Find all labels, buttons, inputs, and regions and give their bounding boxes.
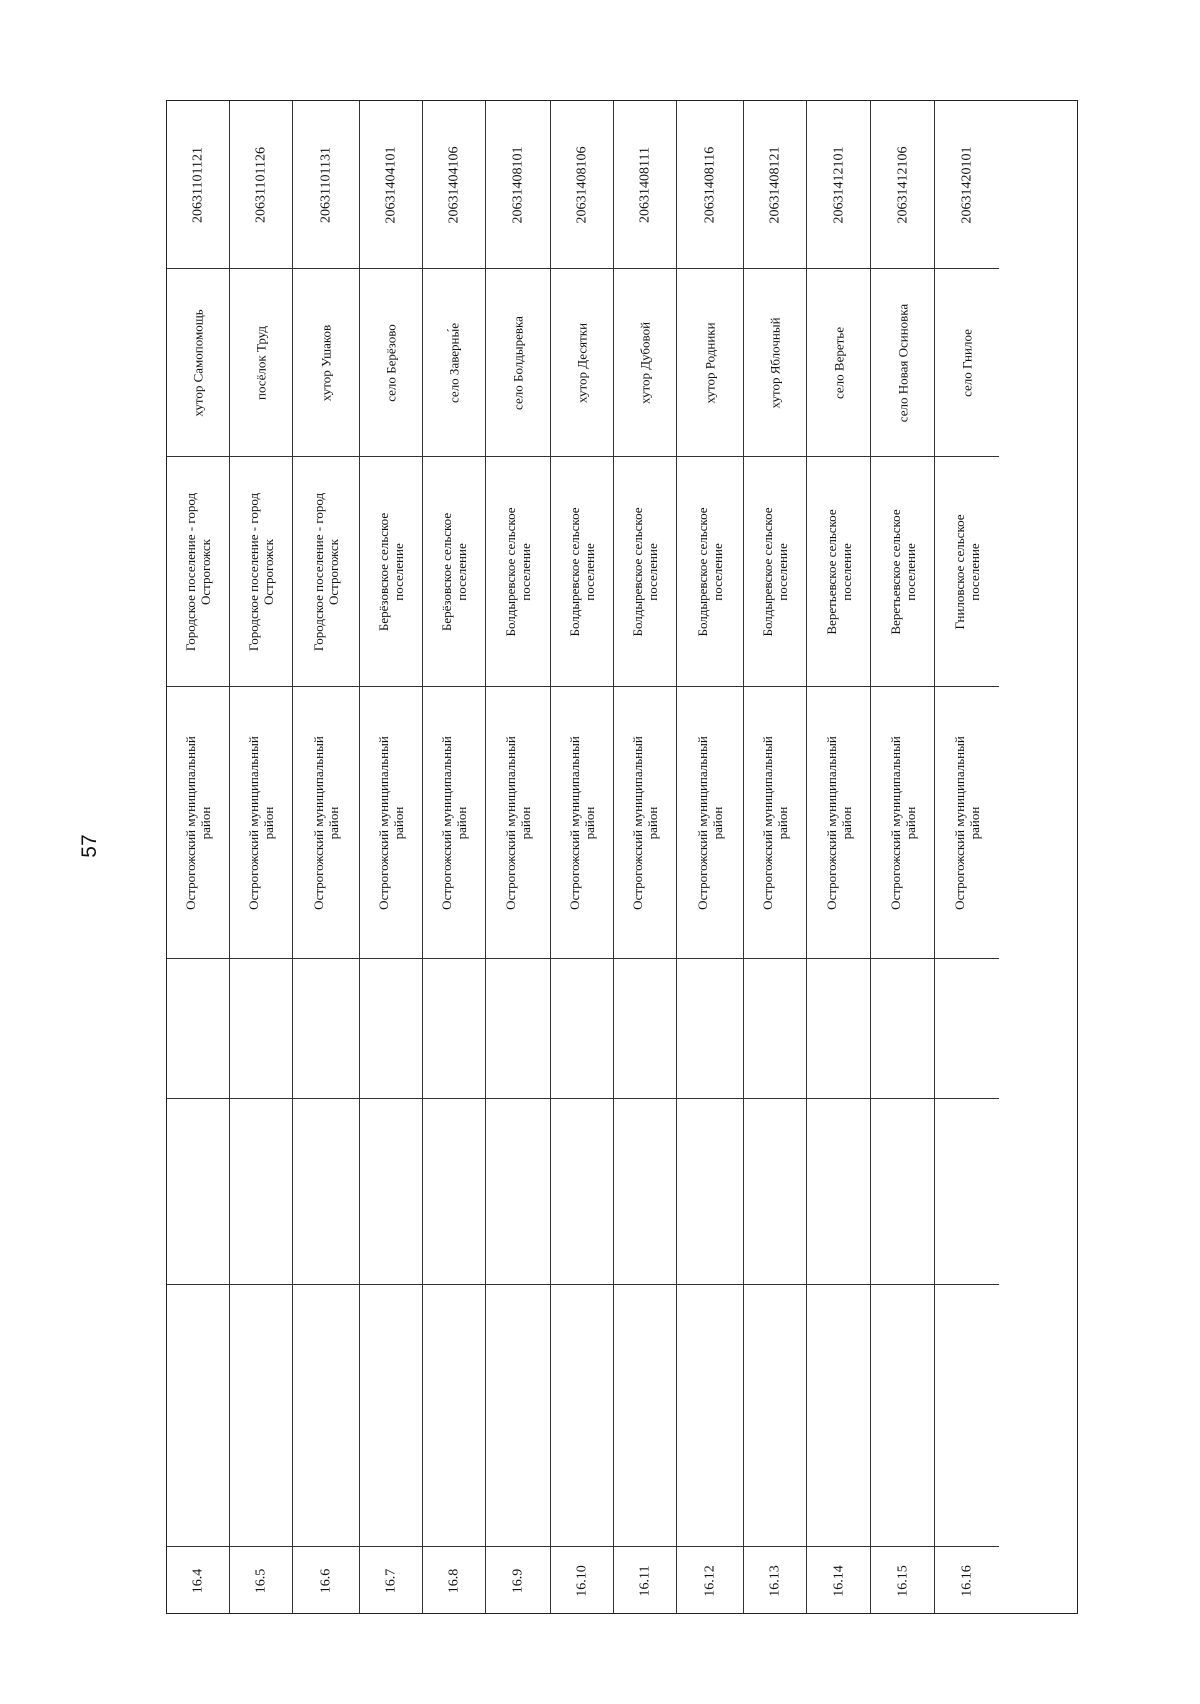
district-name-cell — [167, 687, 229, 959]
district-name-line: Острогожский муниципальный — [376, 735, 391, 910]
oktmo-code-cell — [871, 101, 934, 269]
settlement-name-line: Болдыревское сельское — [503, 506, 518, 637]
table-row — [871, 101, 935, 1613]
oktmo-code-cell — [486, 101, 550, 269]
settlement-name-cell — [871, 457, 934, 687]
settlement-name-line: Болдыревское сельское — [630, 506, 645, 637]
empty-cell — [423, 1099, 485, 1285]
oktmo-code-cell — [360, 101, 422, 269]
village-name-cell — [486, 269, 550, 457]
village-name-cell — [293, 269, 359, 457]
settlement-name-line: Гниловское сельское — [952, 513, 967, 630]
oktmo-code-cell — [230, 101, 292, 269]
settlement-name-line: поселение — [967, 542, 982, 601]
settlement-name-line: поселение — [775, 542, 790, 601]
village-name: село Веретье — [831, 326, 846, 399]
row-number-cell — [486, 1547, 550, 1615]
oktmo-code: 20631412106 — [895, 146, 910, 223]
district-name-cell — [935, 687, 999, 959]
oktmo-code: 20631101131 — [318, 146, 334, 223]
row-number: 16.11 — [637, 1565, 653, 1597]
settlement-name-line: Острогожск — [261, 538, 276, 605]
village-name-cell — [360, 269, 422, 457]
settlement-name-line: поселение — [518, 542, 533, 601]
district-name-line: Острогожский муниципальный — [952, 735, 967, 910]
settlement-name-line: Болдыревское сельское — [567, 506, 582, 637]
empty-cell — [167, 1099, 229, 1285]
oktmo-code: 20631420101 — [959, 146, 975, 223]
settlement-name-cell — [486, 457, 550, 687]
table-row — [423, 101, 486, 1613]
table-row — [935, 101, 999, 1613]
oktmo-code-cell — [677, 101, 743, 269]
settlement-name-line: Острогожск — [198, 538, 213, 605]
empty-cell — [551, 1285, 613, 1547]
table-row — [551, 101, 614, 1613]
settlement-name-cell — [423, 457, 485, 687]
empty-cell — [293, 1285, 359, 1547]
row-number: 16.8 — [446, 1568, 462, 1594]
district-name-cell — [293, 687, 359, 959]
empty-cell — [744, 1285, 806, 1547]
district-name-line: район — [582, 806, 597, 839]
oktmo-code: 20631408101 — [510, 146, 526, 223]
row-number: 16.9 — [510, 1568, 526, 1594]
empty-cell — [677, 1099, 743, 1285]
empty-cell — [807, 1099, 870, 1285]
district-name-line: район — [902, 806, 918, 839]
settlement-name-cell — [360, 457, 422, 687]
empty-cell — [423, 1285, 485, 1547]
settlement-name-line: поселение — [454, 542, 469, 601]
empty-cell — [871, 1285, 934, 1547]
empty-cell — [935, 1099, 999, 1285]
row-number-cell — [807, 1547, 870, 1615]
settlement-name-line: Берёзовское сельское — [376, 512, 391, 631]
empty-cell — [230, 1285, 292, 1547]
district-name-line: район — [775, 806, 790, 839]
table-row — [167, 101, 230, 1613]
row-number: 16.13 — [767, 1565, 783, 1597]
empty-cell — [486, 959, 550, 1099]
district-name-line: район — [261, 806, 276, 839]
village-name: посёлок Труд — [253, 325, 269, 400]
district-name-line: район — [391, 806, 406, 839]
district-name-cell — [744, 687, 806, 959]
empty-cell — [677, 1285, 743, 1547]
village-name: хутор Ушаков — [318, 324, 334, 401]
district-name-line: Острогожский муниципальный — [695, 735, 710, 910]
village-name-cell — [614, 269, 676, 457]
district-name-cell — [614, 687, 676, 959]
village-name: село Гнилое — [959, 328, 975, 397]
row-number: 16.15 — [895, 1565, 910, 1597]
village-name: хутор Дубовой — [637, 321, 653, 404]
district-name-line: район — [710, 806, 725, 839]
table-row — [744, 101, 807, 1613]
settlement-name-cell — [293, 457, 359, 687]
district-name-line: Острогожский муниципальный — [439, 735, 454, 910]
settlement-name-cell — [935, 457, 999, 687]
settlements-table — [166, 100, 1078, 1614]
district-name-cell — [486, 687, 550, 959]
settlement-name-cell — [744, 457, 806, 687]
empty-cell — [871, 1099, 934, 1285]
village-name: хутор Яблочный — [767, 316, 783, 409]
district-name-cell — [871, 687, 934, 959]
empty-cell — [614, 959, 676, 1099]
empty-cell — [614, 1099, 676, 1285]
settlement-name-line: Болдыревское сельское — [760, 506, 775, 637]
district-name-cell — [360, 687, 422, 959]
oktmo-code-cell — [167, 101, 229, 269]
district-name-line: Острогожский муниципальный — [630, 735, 645, 910]
empty-cell — [486, 1285, 550, 1547]
table-row — [677, 101, 744, 1613]
oktmo-code-cell — [807, 101, 870, 269]
district-name-cell — [807, 687, 870, 959]
row-number: 16.6 — [318, 1568, 334, 1594]
district-name-line: Острогожский муниципальный — [887, 735, 903, 910]
settlement-name-line: Болдыревское сельское — [695, 506, 710, 637]
village-name: село Новая Осиновка — [895, 303, 910, 422]
oktmo-code: 20631404106 — [446, 146, 462, 223]
oktmo-code: 20631408106 — [574, 146, 590, 223]
settlement-name-cell — [230, 457, 292, 687]
settlement-name-line: Городское поселение - город — [246, 492, 261, 651]
district-name-line: Острогожский муниципальный — [503, 735, 518, 910]
table-row — [360, 101, 423, 1613]
oktmo-code-cell — [423, 101, 485, 269]
village-name-cell — [677, 269, 743, 457]
oktmo-code: 20631101121 — [190, 146, 206, 223]
table-row — [293, 101, 360, 1613]
district-name-line: район — [967, 806, 982, 839]
oktmo-code-cell — [614, 101, 676, 269]
empty-cell — [807, 1285, 870, 1547]
village-name: хутор Десятки — [574, 322, 590, 403]
row-number: 16.7 — [383, 1568, 399, 1594]
oktmo-code-cell — [935, 101, 999, 269]
village-name-cell — [807, 269, 870, 457]
village-name-cell — [167, 269, 229, 457]
settlement-name-line: Веретьевское сельское — [823, 508, 839, 635]
district-name-line: район — [454, 806, 469, 839]
settlement-name-line: Острогожск — [326, 538, 341, 605]
row-number-cell — [360, 1547, 422, 1615]
empty-cell — [551, 959, 613, 1099]
village-name-cell — [744, 269, 806, 457]
empty-cell — [293, 1099, 359, 1285]
empty-cell — [935, 959, 999, 1099]
village-name: хутор Самопомощь — [190, 308, 206, 417]
village-name: село Болдыревка — [510, 315, 526, 410]
village-name: хутор Родники — [702, 321, 718, 404]
oktmo-code-cell — [551, 101, 613, 269]
table-row — [807, 101, 871, 1613]
row-number: 16.16 — [959, 1565, 975, 1597]
row-number-cell — [677, 1547, 743, 1615]
settlement-name-line: поселение — [838, 542, 854, 601]
row-number-cell — [614, 1547, 676, 1615]
settlement-name-cell — [677, 457, 743, 687]
row-number-cell — [551, 1547, 613, 1615]
district-name-line: Острогожский муниципальный — [567, 735, 582, 910]
empty-cell — [230, 959, 292, 1099]
empty-cell — [744, 959, 806, 1099]
row-number: 16.4 — [190, 1568, 206, 1594]
empty-cell — [293, 959, 359, 1099]
page-number: 57 — [78, 834, 101, 858]
empty-cell — [360, 1099, 422, 1285]
oktmo-code: 20631408111 — [637, 146, 653, 223]
settlement-name-cell — [614, 457, 676, 687]
row-number-cell — [293, 1547, 359, 1615]
row-number: 16.10 — [574, 1565, 590, 1597]
empty-cell — [423, 959, 485, 1099]
settlement-name-line: Городское поселение - город — [183, 492, 198, 651]
row-number: 16.5 — [253, 1568, 269, 1594]
oktmo-code-cell — [744, 101, 806, 269]
village-name: село Заверны́е — [446, 322, 462, 403]
district-name-cell — [551, 687, 613, 959]
district-name-cell — [423, 687, 485, 959]
empty-cell — [360, 959, 422, 1099]
settlement-name-line: поселение — [902, 542, 918, 601]
settlement-name-cell — [551, 457, 613, 687]
empty-cell — [360, 1285, 422, 1547]
row-number-cell — [744, 1547, 806, 1615]
empty-cell — [167, 1285, 229, 1547]
oktmo-code: 20631101126 — [253, 146, 269, 223]
district-name-cell — [677, 687, 743, 959]
oktmo-code: 20631408121 — [767, 146, 783, 223]
empty-cell — [871, 959, 934, 1099]
district-name-cell — [230, 687, 292, 959]
settlement-name-line: поселение — [710, 542, 725, 601]
settlement-name-line: поселение — [391, 542, 406, 601]
row-number-cell — [871, 1547, 934, 1615]
empty-cell — [744, 1099, 806, 1285]
district-name-line: Острогожский муниципальный — [760, 735, 775, 910]
village-name-cell — [871, 269, 934, 457]
row-number: 16.12 — [702, 1565, 718, 1597]
district-name-line: Острогожский муниципальный — [311, 735, 326, 910]
settlement-name-line: Веретьевское сельское — [887, 508, 903, 635]
settlement-name-cell — [167, 457, 229, 687]
district-name-line: Острогожский муниципальный — [823, 735, 839, 910]
oktmo-code: 20631404101 — [383, 146, 399, 223]
district-name-line: район — [645, 806, 660, 839]
table-row — [614, 101, 677, 1613]
settlement-name-line: поселение — [645, 542, 660, 601]
empty-cell — [677, 959, 743, 1099]
row-number-cell — [230, 1547, 292, 1615]
district-name-line: Острогожский муниципальный — [246, 735, 261, 910]
row-number-cell — [167, 1547, 229, 1615]
village-name-cell — [423, 269, 485, 457]
empty-cell — [614, 1285, 676, 1547]
empty-cell — [230, 1099, 292, 1285]
empty-cell — [807, 959, 870, 1099]
district-name-line: район — [838, 806, 854, 839]
village-name: село Берёзово — [383, 323, 399, 402]
empty-cell — [935, 1285, 999, 1547]
district-name-line: район — [518, 806, 533, 839]
village-name-cell — [935, 269, 999, 457]
empty-cell — [486, 1099, 550, 1285]
settlement-name-line: Городское поселение - город — [311, 492, 326, 651]
district-name-line: район — [198, 806, 213, 839]
oktmo-code-cell — [293, 101, 359, 269]
oktmo-code: 20631408116 — [702, 146, 718, 223]
row-number-cell — [423, 1547, 485, 1615]
district-name-line: Острогожский муниципальный — [183, 735, 198, 910]
empty-cell — [167, 959, 229, 1099]
village-name-cell — [230, 269, 292, 457]
row-number-cell — [935, 1547, 999, 1615]
table-row — [230, 101, 293, 1613]
settlement-name-line: Берёзовское сельское — [439, 512, 454, 631]
empty-cell — [551, 1099, 613, 1285]
settlement-name-line: поселение — [582, 542, 597, 601]
oktmo-code: 20631412101 — [831, 146, 846, 223]
table-row — [486, 101, 551, 1613]
district-name-line: район — [326, 806, 341, 839]
settlement-name-cell — [807, 457, 870, 687]
village-name-cell — [551, 269, 613, 457]
row-number: 16.14 — [831, 1565, 846, 1597]
